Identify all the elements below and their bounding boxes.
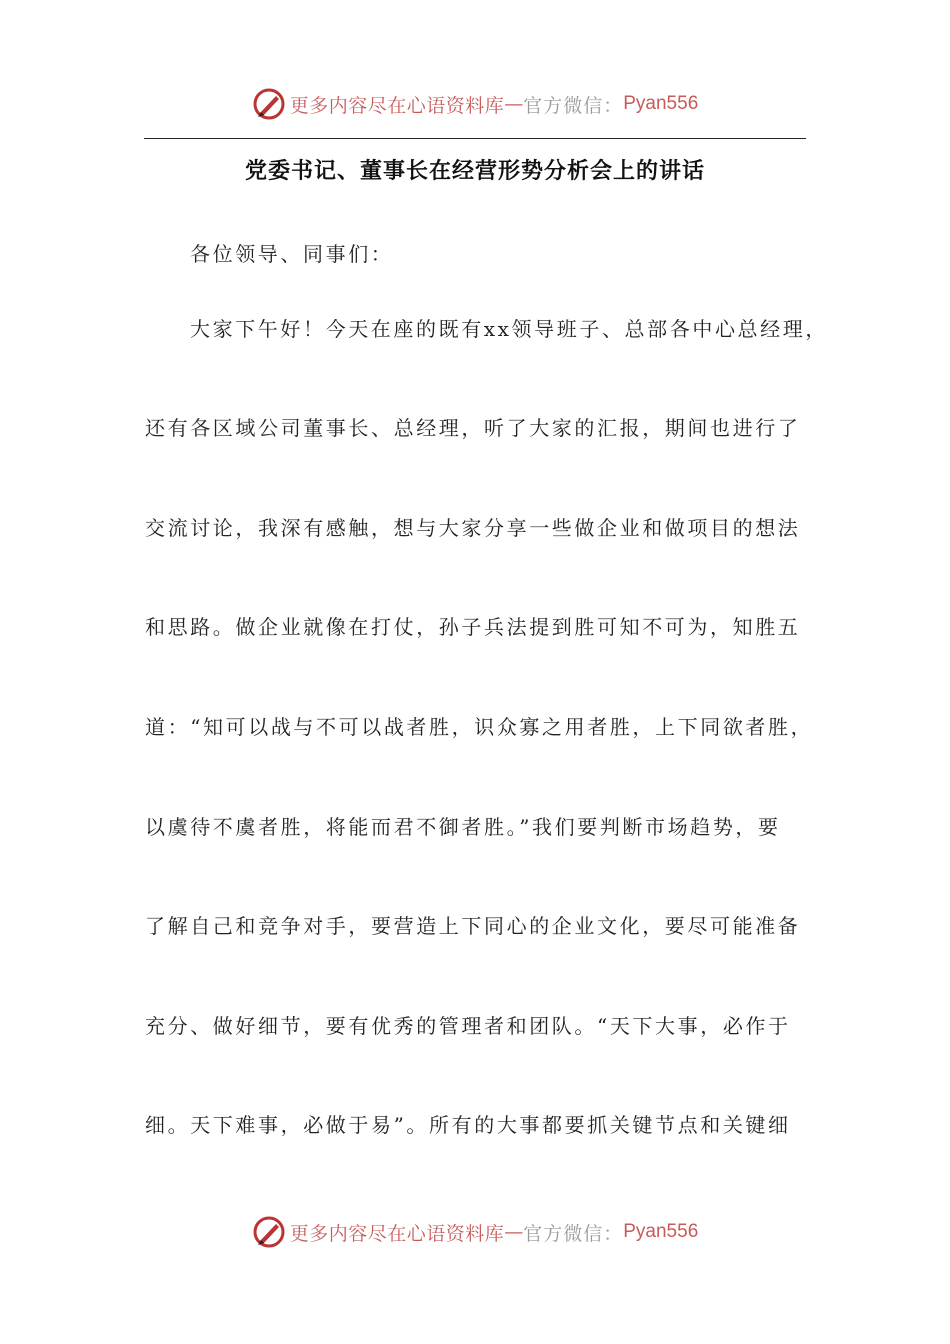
body-line: 细。天下难事，必做于易”。所有的大事都要抓关键节点和关键细: [145, 1113, 791, 1137]
body-line: 道：“知可以战与不可以战者胜，识众寡之用者胜，上下同欲者胜，: [145, 715, 814, 739]
pen-logo-icon: [252, 87, 286, 121]
banner-sub-text: 官方微信：: [523, 1222, 624, 1245]
header-divider: [144, 138, 806, 139]
banner-wechat-id: Pyan556: [623, 1221, 699, 1242]
header-banner: [0, 84, 950, 124]
body-line: 交流讨论，我深有感触，想与大家分享一些做企业和做项目的想法: [145, 516, 801, 540]
banner-wechat-id: Pyan556: [623, 93, 699, 114]
banner-dash: —: [504, 1221, 524, 1243]
banner-main-text: 更多内容尽在心语资料库: [289, 94, 505, 117]
body-line: 和思路。做企业就像在打仗，孙子兵法提到胜可知不可为，知胜五: [145, 615, 801, 639]
body-line: 充分、做好细节，要有优秀的管理者和团队。“天下大事，必作于: [145, 1014, 791, 1038]
banner-dash: —: [504, 93, 524, 115]
body-line: 了解自己和竞争对手，要营造上下同心的企业文化，要尽可能准备: [145, 914, 801, 938]
salutation: 各位领导、同事们：: [190, 242, 394, 266]
body-line: 还有各区域公司董事长、总经理，听了大家的汇报，期间也进行了: [145, 416, 801, 440]
document-title: 党委书记、董事长在经营形势分析会上的讲话: [244, 159, 705, 184]
body-line: 以虞待不虞者胜，将能而君不御者胜。”我们要判断市场趋势，要: [145, 815, 781, 839]
pen-logo-icon: [252, 1215, 286, 1249]
banner-main-text: 更多内容尽在心语资料库: [289, 1222, 505, 1245]
banner-sub-text: 官方微信：: [523, 94, 624, 117]
footer-banner: [0, 1212, 950, 1252]
body-line: 大家下午好！今天在座的既有xx领导班子、总部各中心总经理，: [190, 317, 828, 341]
